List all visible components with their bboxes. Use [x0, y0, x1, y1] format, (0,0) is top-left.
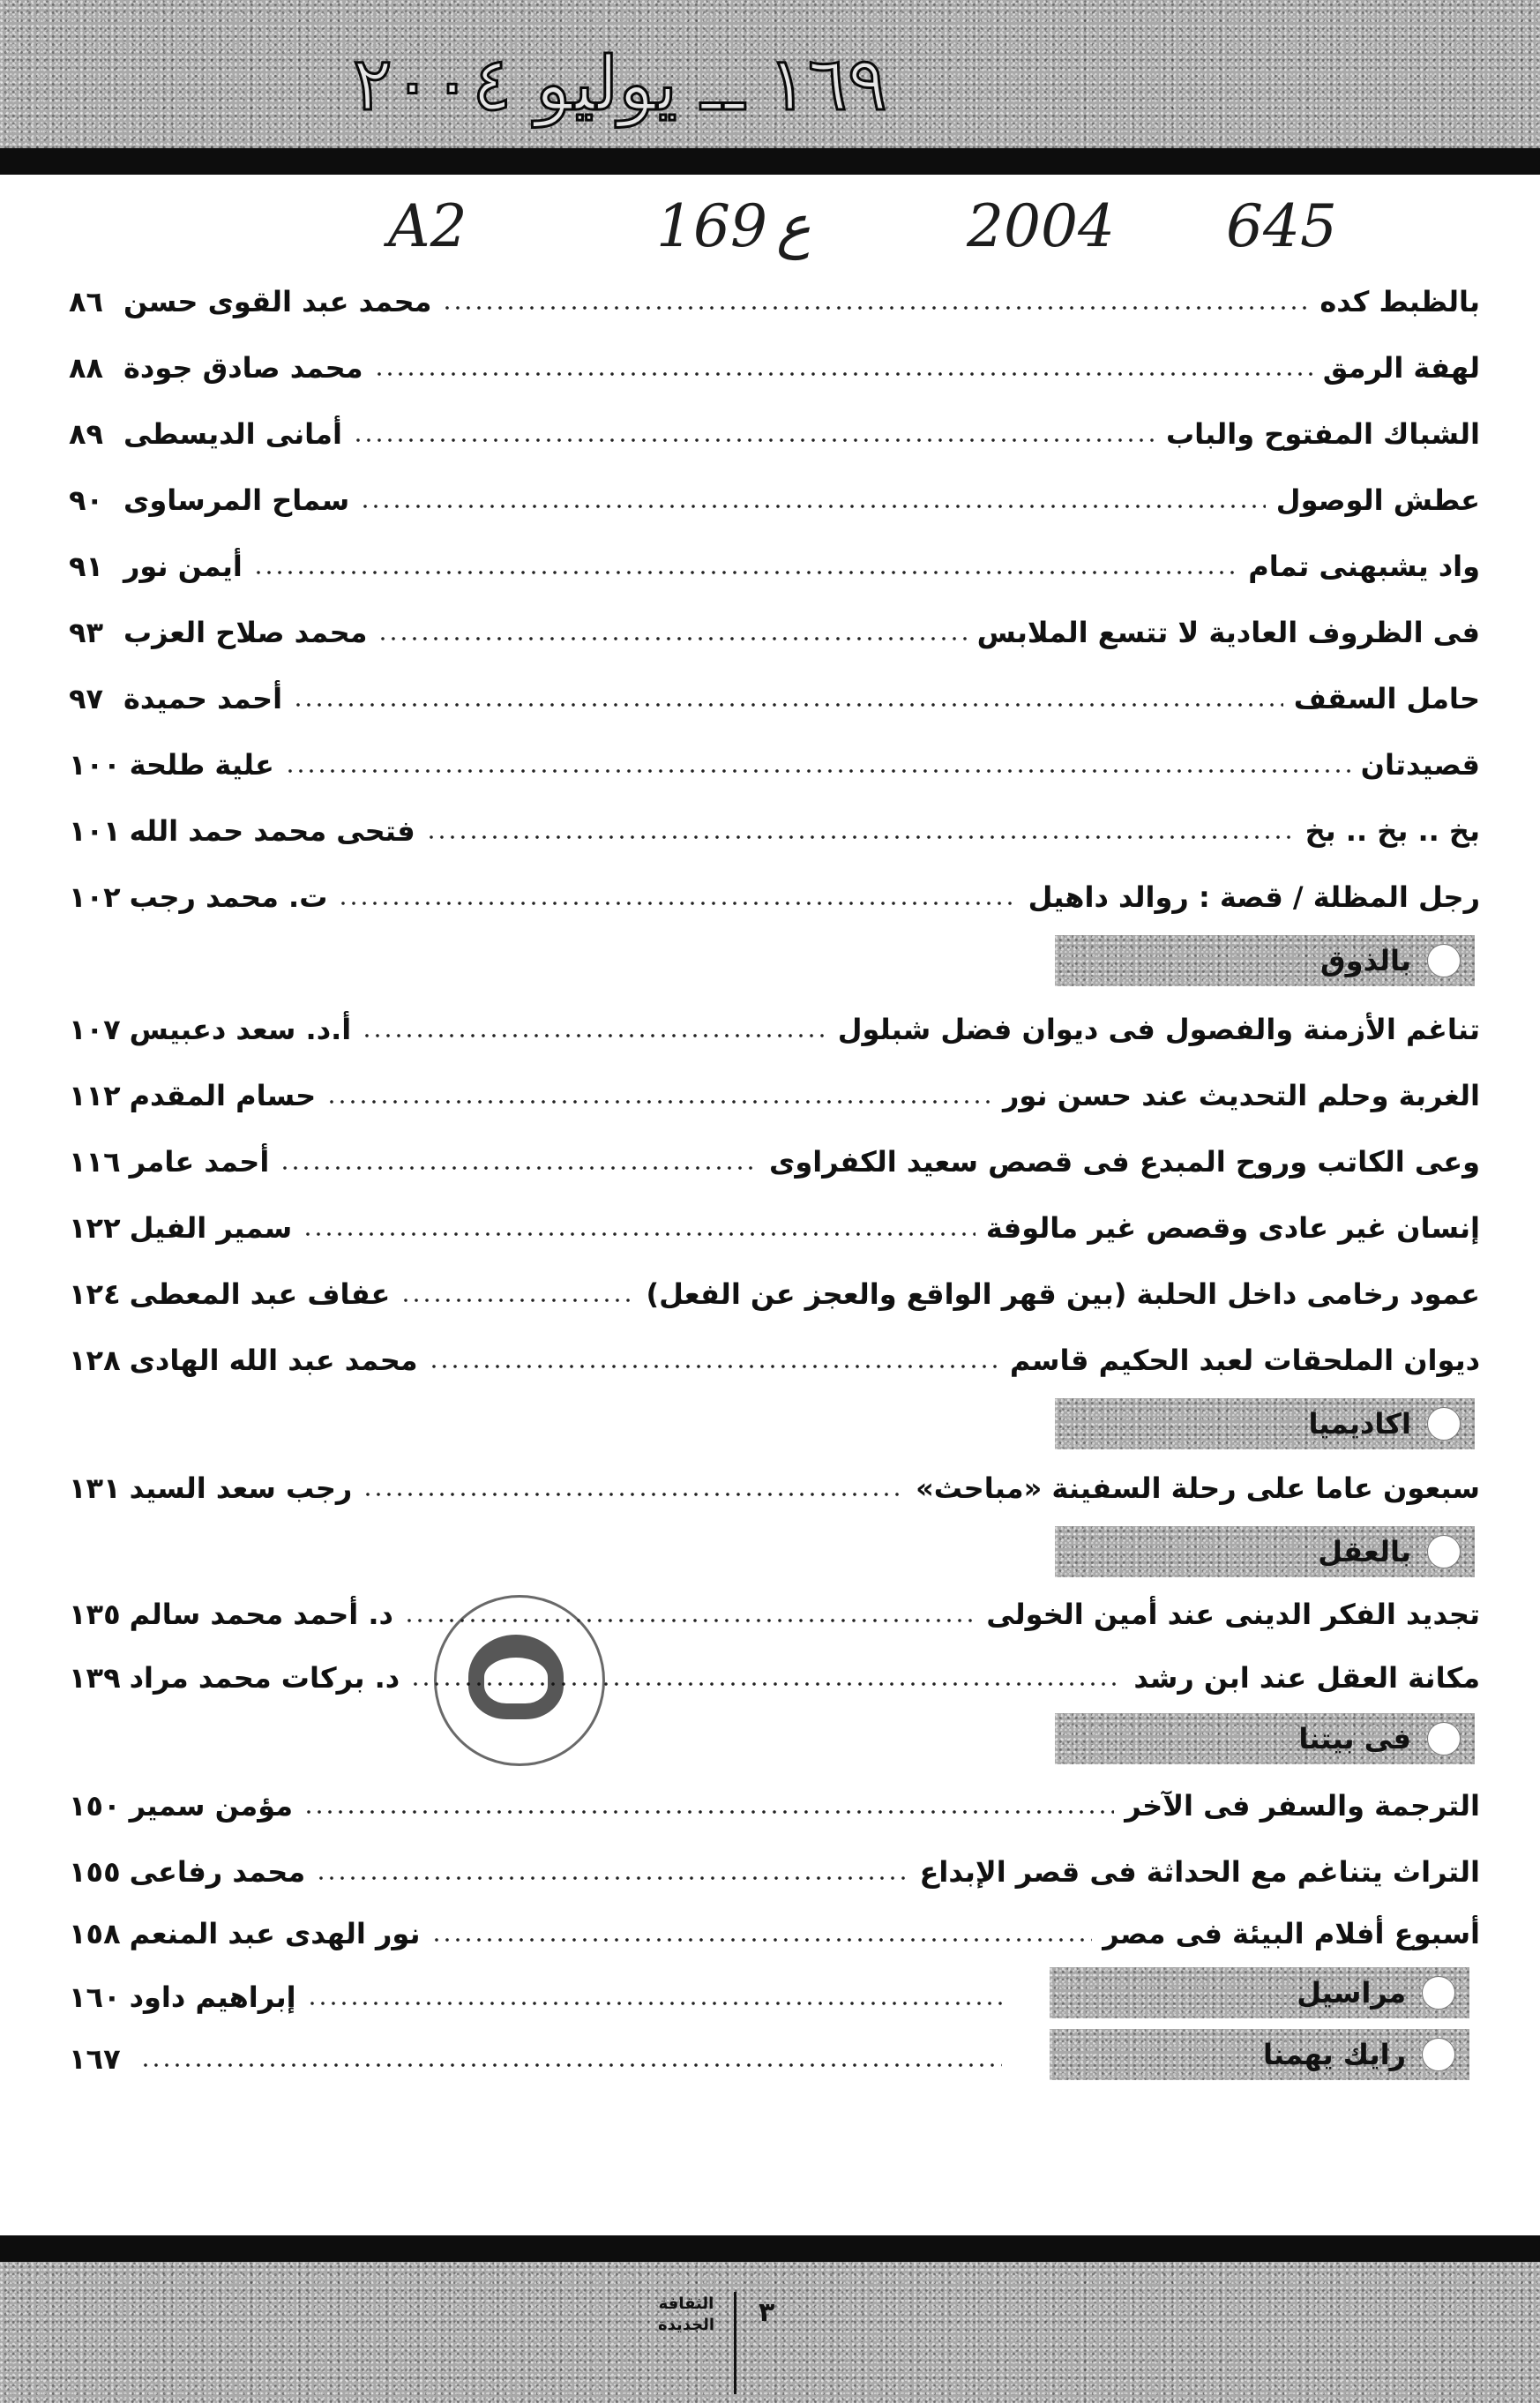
- dot-leader: [140, 2062, 1002, 2068]
- toc-entry: [69, 1067, 1480, 1124]
- entry-author: محمد رفاعى: [129, 1855, 306, 1889]
- toc-entry: [69, 340, 1480, 396]
- handwritten-note: 2004: [967, 192, 1115, 260]
- entry-title: رجل المظلة / قصة : روالد داهيل: [1028, 880, 1480, 914]
- entry-page: ٨٩: [69, 417, 104, 451]
- entry-page: ١٠٢: [69, 880, 121, 914]
- entry-title: فى الظروف العادية لا تتسع الملابس: [976, 616, 1480, 649]
- entry-page: ٩٧: [69, 682, 104, 715]
- bullet-circle-icon: [1422, 1976, 1455, 2010]
- entry-title: عطش الوصول: [1275, 483, 1480, 517]
- entry-page: ١٢٢: [69, 1211, 121, 1245]
- entry-author: د. أحمد محمد سالم: [129, 1598, 393, 1631]
- dot-leader: [362, 1033, 827, 1038]
- entry-page: ١٣٥: [69, 1598, 121, 1631]
- toc-entry: [69, 1200, 1480, 1256]
- toc-entry: [69, 1586, 1480, 1643]
- entry-page: ١٢٤: [69, 1277, 121, 1311]
- footer-magazine-line: الثقافة: [658, 2294, 714, 2313]
- entry-author: د. بركات محمد مراد: [129, 1661, 400, 1695]
- entry-title: إنسان غير عادى وقصص غير مالوفة: [985, 1211, 1480, 1245]
- entry-author: نور الهدى عبد المنعم: [129, 1917, 421, 1950]
- bottom-rule: [0, 2235, 1540, 2262]
- entry-page: ١٥٥: [69, 1855, 121, 1889]
- dot-leader: [429, 1364, 999, 1369]
- toc-entry: [69, 670, 1480, 727]
- toc-entry: [69, 737, 1480, 793]
- entry-author: رجب سعد السيد: [129, 1471, 353, 1505]
- handwritten-note: 169: [656, 192, 767, 260]
- section-header: [1055, 1398, 1475, 1449]
- footer-magazine-line: الجديدة: [657, 2316, 715, 2334]
- entry-page: ١٠٧: [69, 1013, 121, 1046]
- entry-author: علية طلحة: [129, 748, 274, 782]
- section-header: [1050, 1967, 1469, 2018]
- dot-leader: [280, 1165, 759, 1171]
- entry-page: ٩١: [69, 550, 104, 583]
- entry-title: ديوان الملحقات لعبد الحكيم قاسم: [1009, 1344, 1480, 1377]
- dot-leader: [303, 1231, 976, 1237]
- dot-leader: [293, 702, 1283, 707]
- entry-page: ٩٣: [69, 616, 104, 649]
- entry-author: أيمن نور: [123, 550, 243, 583]
- bullet-circle-icon: [1427, 944, 1461, 977]
- entry-author: مؤمن سمير: [129, 1789, 294, 1823]
- section-label: بالعقل: [1318, 1535, 1411, 1568]
- toc-entry: [69, 273, 1480, 330]
- dot-leader: [442, 305, 1309, 311]
- dot-leader: [326, 1099, 992, 1104]
- section-header: [1055, 935, 1475, 986]
- entry-title: الشباك المفتوح والباب: [1166, 417, 1480, 451]
- entry-page: ١٦٧: [69, 2042, 121, 2076]
- toc-entry: [69, 869, 1480, 925]
- bullet-circle-icon: [1427, 1535, 1461, 1568]
- entry-page: ١٠٠: [69, 748, 121, 782]
- toc-entry: [69, 1460, 1480, 1516]
- toc-entry: [69, 1001, 1480, 1058]
- dot-leader: [316, 1875, 908, 1881]
- entry-title: حامل السقف: [1293, 682, 1480, 715]
- footer-magazine-name: [644, 2294, 729, 2336]
- entry-author: محمد عبد الله الهادى: [129, 1344, 418, 1377]
- toc-entry: [69, 1778, 1480, 1834]
- dot-leader: [353, 438, 1155, 443]
- toc-entry: [69, 406, 1480, 462]
- entry-page: ١٢٨: [69, 1344, 121, 1377]
- dot-leader: [431, 1937, 1093, 1943]
- toc-entry: [69, 1650, 1480, 1706]
- toc-entry: [69, 1844, 1480, 1900]
- entry-author: ت. محمد رجب: [129, 880, 328, 914]
- handwritten-note: 645: [1226, 192, 1337, 260]
- bottom-banner: [0, 2262, 1540, 2403]
- toc-entry: [69, 1134, 1480, 1190]
- section-label: رايك يهمنا: [1262, 2038, 1406, 2071]
- toc-entry: [69, 1905, 1480, 1962]
- entry-title: عمود رخامى داخل الحلبة (بين قهر الواقع والعجز عن الفعل): [646, 1277, 1480, 1311]
- dot-leader: [253, 570, 1237, 575]
- dot-leader: [303, 1809, 1114, 1815]
- entry-author: محمد عبد القوى حسن: [123, 285, 432, 318]
- entry-title: سبعون عاما على رحلة السفينة «مباحث»: [916, 1471, 1480, 1505]
- entry-page: ١٦٠: [69, 1980, 121, 2014]
- entry-author: أحمد عامر: [129, 1145, 270, 1179]
- entry-title: الغربة وحلم التحديث عند حسن نور: [1003, 1079, 1480, 1112]
- handwritten-note: ع: [776, 192, 811, 260]
- section-header: [1055, 1526, 1475, 1577]
- entry-page: ٨٦: [69, 285, 104, 318]
- dot-leader: [338, 901, 1017, 906]
- toc-entry: [69, 803, 1480, 859]
- dot-leader: [400, 1298, 635, 1303]
- library-stamp: [434, 1595, 605, 1766]
- entry-author: حسام المقدم: [129, 1079, 317, 1112]
- entry-author: إبراهيم داود: [129, 1980, 296, 2014]
- entry-page: ١١٦: [69, 1145, 121, 1179]
- entry-author: سماح المرساوى: [123, 483, 350, 517]
- entry-author: أمانى الديسطى: [123, 417, 342, 451]
- toc-entry: [69, 538, 1480, 595]
- issue-title: ١٦٩ ــ يوليو ٢٠٠٤: [352, 41, 887, 127]
- entry-page: ١٣٩: [69, 1661, 121, 1695]
- dot-leader: [360, 504, 1266, 509]
- bullet-circle-icon: [1427, 1407, 1461, 1441]
- entry-page: ١٥٨: [69, 1917, 121, 1950]
- section-label: بالذوق: [1319, 944, 1411, 977]
- bullet-circle-icon: [1427, 1722, 1461, 1755]
- section-label: اكاديميا: [1308, 1407, 1411, 1441]
- toc-entry: [69, 1266, 1480, 1322]
- dot-leader: [378, 636, 966, 641]
- section-label: مراسيل: [1297, 1976, 1406, 2010]
- entry-author: أ.د. سعد دعبيس: [129, 1013, 352, 1046]
- section-header: [1050, 2029, 1469, 2080]
- entry-title: أسبوع أفلام البيئة فى مصر: [1103, 1917, 1480, 1950]
- entry-title: لهفة الرمق: [1322, 351, 1480, 385]
- dot-leader: [285, 768, 1350, 774]
- dot-leader: [363, 1492, 905, 1497]
- dot-leader: [426, 835, 1295, 840]
- toc-entry: [69, 604, 1480, 661]
- entry-author: محمد صلاح العزب: [123, 616, 368, 649]
- entry-author: محمد صادق جودة: [123, 351, 363, 385]
- entry-title: تناغم الأزمنة والفصول فى ديوان فضل شبلول: [837, 1013, 1480, 1046]
- entry-title: التراث يتناغم مع الحداثة فى قصر الإبداع: [919, 1855, 1480, 1889]
- entry-page: ١٥٠: [69, 1789, 121, 1823]
- dot-leader: [307, 2001, 1002, 2006]
- toc-entry: [69, 1332, 1480, 1389]
- entry-page: ١٠١: [69, 814, 121, 848]
- toc-entry: [69, 1969, 1013, 2025]
- bullet-circle-icon: [1422, 2038, 1455, 2071]
- entry-page: ٩٠: [69, 483, 104, 517]
- toc-entry: [69, 2031, 1013, 2087]
- footer-page-number: ٣: [759, 2297, 775, 2328]
- entry-author: عفاف عبد المعطى: [129, 1277, 391, 1311]
- section-label: فى بيتنا: [1298, 1722, 1411, 1755]
- entry-author: سمير الفيل: [129, 1211, 293, 1245]
- entry-page: ١١٢: [69, 1079, 121, 1112]
- handwritten-note: A2: [388, 192, 467, 260]
- entry-title: مكانة العقل عند ابن رشد: [1133, 1661, 1480, 1695]
- entry-author: أحمد حميدة: [123, 682, 283, 715]
- entry-title: الترجمة والسفر فى الآخر: [1125, 1789, 1480, 1823]
- entry-author: فتحى محمد حمد الله: [129, 814, 415, 848]
- entry-title: تجديد الفكر الدينى عند أمين الخولى: [986, 1598, 1480, 1631]
- entry-title: واد يشبهنى تمام: [1248, 550, 1480, 583]
- entry-title: قصيدتان: [1360, 748, 1480, 782]
- section-header: [1055, 1713, 1475, 1764]
- entry-title: وعى الكاتب وروح المبدع فى قصص سعيد الكفراوى: [769, 1145, 1480, 1179]
- dot-leader: [374, 371, 1312, 377]
- entry-title: بالظبط كده: [1319, 285, 1480, 318]
- footer-divider: [734, 2292, 736, 2394]
- toc-entry: [69, 472, 1480, 528]
- entry-title: بخ .. بخ .. بخ: [1305, 814, 1480, 848]
- entry-page: ١٣١: [69, 1471, 121, 1505]
- entry-page: ٨٨: [69, 351, 104, 385]
